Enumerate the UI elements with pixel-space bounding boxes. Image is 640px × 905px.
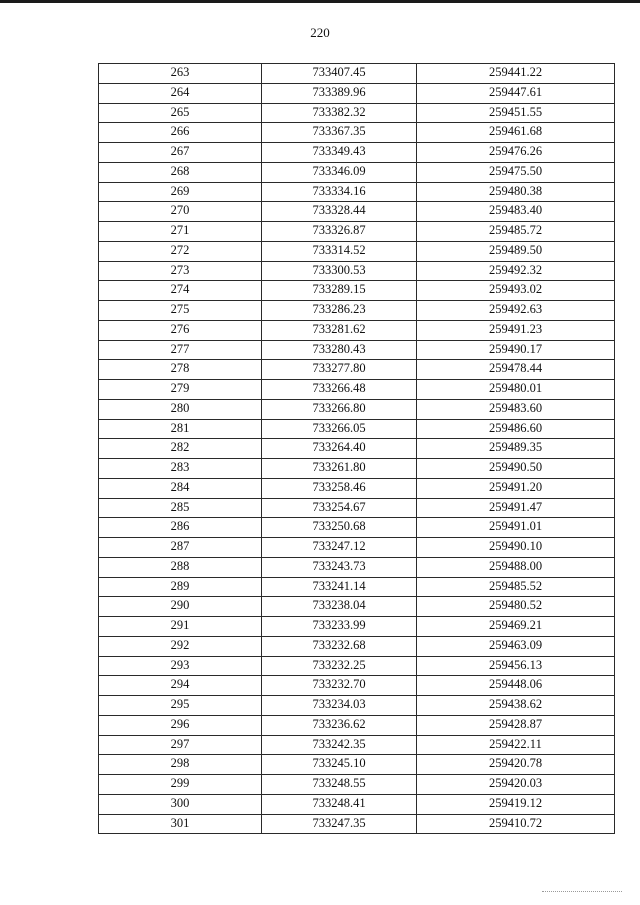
- table-row: [99, 103, 615, 123]
- table-row: [99, 64, 615, 84]
- table-row: [99, 439, 615, 459]
- point-number-cell: 280: [99, 399, 262, 419]
- y-coordinate-cell: 259480.52: [417, 597, 615, 617]
- table-row: [99, 538, 615, 558]
- point-number-cell: 279: [99, 380, 262, 400]
- x-coordinate-cell: 733367.35: [262, 123, 417, 143]
- x-coordinate-cell: 733266.80: [262, 399, 417, 419]
- table-row: [99, 281, 615, 301]
- x-coordinate-cell: 733241.14: [262, 577, 417, 597]
- y-coordinate-cell: 259492.63: [417, 301, 615, 321]
- x-coordinate-cell: 733334.16: [262, 182, 417, 202]
- x-coordinate-cell: 733349.43: [262, 143, 417, 163]
- point-number-cell: 298: [99, 755, 262, 775]
- y-coordinate-cell: 259478.44: [417, 360, 615, 380]
- coordinates-table: [98, 63, 615, 834]
- table-row: [99, 380, 615, 400]
- point-number-cell: 297: [99, 735, 262, 755]
- y-coordinate-cell: 259480.01: [417, 380, 615, 400]
- point-number-cell: 281: [99, 419, 262, 439]
- table-row: [99, 794, 615, 814]
- table-row: [99, 241, 615, 261]
- point-number-cell: 289: [99, 577, 262, 597]
- y-coordinate-cell: 259485.52: [417, 577, 615, 597]
- y-coordinate-cell: 259489.50: [417, 241, 615, 261]
- x-coordinate-cell: 733286.23: [262, 301, 417, 321]
- table-row: [99, 360, 615, 380]
- table-row: [99, 676, 615, 696]
- point-number-cell: 292: [99, 636, 262, 656]
- y-coordinate-cell: 259441.22: [417, 64, 615, 84]
- table-row: [99, 301, 615, 321]
- y-coordinate-cell: 259492.32: [417, 261, 615, 281]
- y-coordinate-cell: 259483.40: [417, 202, 615, 222]
- x-coordinate-cell: 733238.04: [262, 597, 417, 617]
- x-coordinate-cell: 733407.45: [262, 64, 417, 84]
- y-coordinate-cell: 259491.20: [417, 478, 615, 498]
- y-coordinate-cell: 259486.60: [417, 419, 615, 439]
- table-row: [99, 775, 615, 795]
- x-coordinate-cell: 733232.70: [262, 676, 417, 696]
- x-coordinate-cell: 733248.55: [262, 775, 417, 795]
- page-number: 220: [310, 25, 330, 40]
- y-coordinate-cell: 259428.87: [417, 715, 615, 735]
- x-coordinate-cell: 733280.43: [262, 340, 417, 360]
- point-number-cell: 266: [99, 123, 262, 143]
- point-number-cell: 278: [99, 360, 262, 380]
- y-coordinate-cell: 259493.02: [417, 281, 615, 301]
- y-coordinate-cell: 259489.35: [417, 439, 615, 459]
- y-coordinate-cell: 259419.12: [417, 794, 615, 814]
- y-coordinate-cell: 259410.72: [417, 814, 615, 834]
- point-number-cell: 294: [99, 676, 262, 696]
- point-number-cell: 301: [99, 814, 262, 834]
- table-row: [99, 735, 615, 755]
- y-coordinate-cell: 259420.03: [417, 775, 615, 795]
- y-coordinate-cell: 259422.11: [417, 735, 615, 755]
- x-coordinate-cell: 733346.09: [262, 162, 417, 182]
- point-number-cell: 283: [99, 459, 262, 479]
- x-coordinate-cell: 733266.05: [262, 419, 417, 439]
- x-coordinate-cell: 733289.15: [262, 281, 417, 301]
- x-coordinate-cell: 733261.80: [262, 459, 417, 479]
- table-row: [99, 518, 615, 538]
- point-number-cell: 269: [99, 182, 262, 202]
- x-coordinate-cell: 733247.12: [262, 538, 417, 558]
- table-row: [99, 696, 615, 716]
- table-row: [99, 617, 615, 637]
- scan-edge-mark: [542, 891, 622, 893]
- top-border-rule: [0, 0, 640, 3]
- x-coordinate-cell: 733248.41: [262, 794, 417, 814]
- point-number-cell: 267: [99, 143, 262, 163]
- x-coordinate-cell: 733300.53: [262, 261, 417, 281]
- x-coordinate-cell: 733234.03: [262, 696, 417, 716]
- y-coordinate-cell: 259491.23: [417, 320, 615, 340]
- table-row: [99, 755, 615, 775]
- x-coordinate-cell: 733277.80: [262, 360, 417, 380]
- point-number-cell: 296: [99, 715, 262, 735]
- point-number-cell: 270: [99, 202, 262, 222]
- point-number-cell: 287: [99, 538, 262, 558]
- point-number-cell: 291: [99, 617, 262, 637]
- table-row: [99, 83, 615, 103]
- x-coordinate-cell: 733314.52: [262, 241, 417, 261]
- y-coordinate-cell: 259463.09: [417, 636, 615, 656]
- y-coordinate-cell: 259488.00: [417, 557, 615, 577]
- x-coordinate-cell: 733250.68: [262, 518, 417, 538]
- y-coordinate-cell: 259456.13: [417, 656, 615, 676]
- y-coordinate-cell: 259461.68: [417, 123, 615, 143]
- y-coordinate-cell: 259448.06: [417, 676, 615, 696]
- table-row: [99, 577, 615, 597]
- point-number-cell: 286: [99, 518, 262, 538]
- table-row: [99, 399, 615, 419]
- table-row: [99, 656, 615, 676]
- x-coordinate-cell: 733233.99: [262, 617, 417, 637]
- table-row: [99, 162, 615, 182]
- x-coordinate-cell: 733264.40: [262, 439, 417, 459]
- table-row: [99, 123, 615, 143]
- y-coordinate-cell: 259480.38: [417, 182, 615, 202]
- table-row: [99, 419, 615, 439]
- y-coordinate-cell: 259490.50: [417, 459, 615, 479]
- x-coordinate-cell: 733258.46: [262, 478, 417, 498]
- point-number-cell: 272: [99, 241, 262, 261]
- y-coordinate-cell: 259483.60: [417, 399, 615, 419]
- table-row: [99, 498, 615, 518]
- x-coordinate-cell: 733254.67: [262, 498, 417, 518]
- y-coordinate-cell: 259438.62: [417, 696, 615, 716]
- table-row: [99, 202, 615, 222]
- y-coordinate-cell: 259447.61: [417, 83, 615, 103]
- table-row: [99, 143, 615, 163]
- point-number-cell: 277: [99, 340, 262, 360]
- table-row: [99, 320, 615, 340]
- point-number-cell: 274: [99, 281, 262, 301]
- x-coordinate-cell: 733266.48: [262, 380, 417, 400]
- x-coordinate-cell: 733328.44: [262, 202, 417, 222]
- y-coordinate-cell: 259451.55: [417, 103, 615, 123]
- table-row: [99, 261, 615, 281]
- y-coordinate-cell: 259469.21: [417, 617, 615, 637]
- table-row: [99, 459, 615, 479]
- point-number-cell: 293: [99, 656, 262, 676]
- table-row: [99, 182, 615, 202]
- x-coordinate-cell: 733243.73: [262, 557, 417, 577]
- y-coordinate-cell: 259475.50: [417, 162, 615, 182]
- point-number-cell: 265: [99, 103, 262, 123]
- x-coordinate-cell: 733232.68: [262, 636, 417, 656]
- x-coordinate-cell: 733242.35: [262, 735, 417, 755]
- y-coordinate-cell: 259476.26: [417, 143, 615, 163]
- coordinates-table-body: [99, 64, 615, 834]
- y-coordinate-cell: 259491.47: [417, 498, 615, 518]
- table-row: [99, 557, 615, 577]
- point-number-cell: 285: [99, 498, 262, 518]
- point-number-cell: 290: [99, 597, 262, 617]
- y-coordinate-cell: 259490.10: [417, 538, 615, 558]
- y-coordinate-cell: 259491.01: [417, 518, 615, 538]
- point-number-cell: 273: [99, 261, 262, 281]
- table-row: [99, 814, 615, 834]
- table-row: [99, 597, 615, 617]
- point-number-cell: 282: [99, 439, 262, 459]
- table-row: [99, 715, 615, 735]
- x-coordinate-cell: 733232.25: [262, 656, 417, 676]
- x-coordinate-cell: 733382.32: [262, 103, 417, 123]
- point-number-cell: 300: [99, 794, 262, 814]
- table-row: [99, 478, 615, 498]
- x-coordinate-cell: 733236.62: [262, 715, 417, 735]
- point-number-cell: 268: [99, 162, 262, 182]
- point-number-cell: 263: [99, 64, 262, 84]
- point-number-cell: 299: [99, 775, 262, 795]
- point-number-cell: 288: [99, 557, 262, 577]
- point-number-cell: 276: [99, 320, 262, 340]
- x-coordinate-cell: 733281.62: [262, 320, 417, 340]
- y-coordinate-cell: 259420.78: [417, 755, 615, 775]
- y-coordinate-cell: 259490.17: [417, 340, 615, 360]
- table-row: [99, 222, 615, 242]
- point-number-cell: 295: [99, 696, 262, 716]
- x-coordinate-cell: 733326.87: [262, 222, 417, 242]
- x-coordinate-cell: 733247.35: [262, 814, 417, 834]
- point-number-cell: 271: [99, 222, 262, 242]
- table-row: [99, 340, 615, 360]
- table-row: [99, 636, 615, 656]
- point-number-cell: 275: [99, 301, 262, 321]
- point-number-cell: 284: [99, 478, 262, 498]
- x-coordinate-cell: 733389.96: [262, 83, 417, 103]
- point-number-cell: 264: [99, 83, 262, 103]
- y-coordinate-cell: 259485.72: [417, 222, 615, 242]
- x-coordinate-cell: 733245.10: [262, 755, 417, 775]
